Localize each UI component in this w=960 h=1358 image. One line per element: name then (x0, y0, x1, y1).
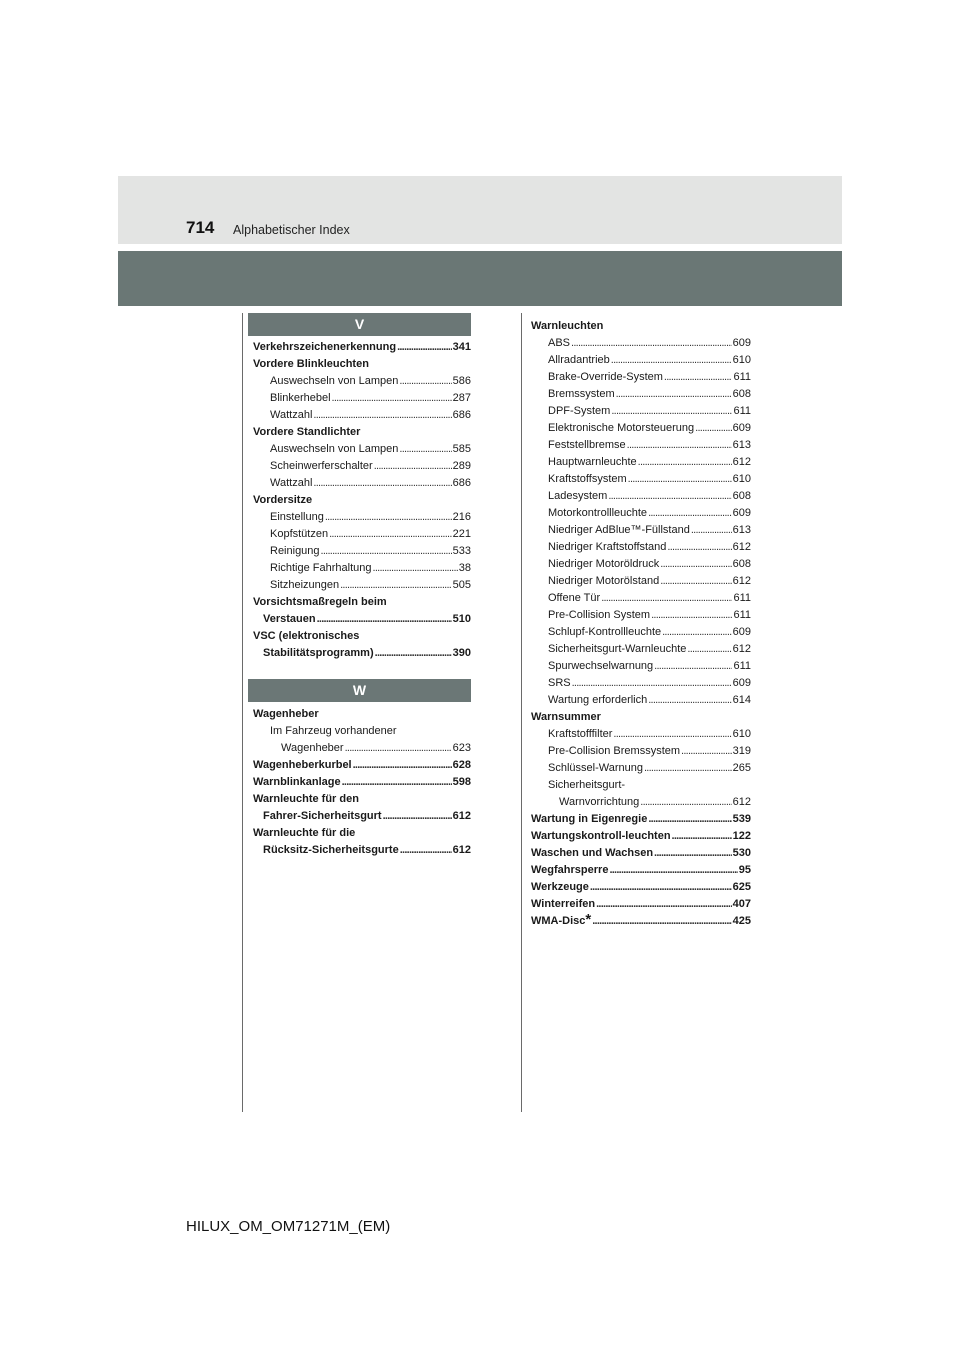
page-number: 714 (186, 218, 215, 237)
section-header-v: V (248, 313, 471, 336)
index-entry[interactable]: Wattzahl . . . 686 (253, 475, 471, 492)
index-entry[interactable]: Schlüssel-Warnung . . . 265 (531, 760, 751, 777)
index-entry[interactable]: Wartungskontroll-leuchten . . . 122 (531, 828, 751, 845)
index-entry[interactable]: Sicherheitsgurt-Warnleuchte . . . 612 (531, 641, 751, 658)
index-entry[interactable]: Wagenheberkurbel . . . 628 (253, 757, 471, 774)
index-entry[interactable]: Motorkontrollleuchte . . . 609 (531, 505, 751, 522)
index-entry[interactable]: Wegfahrsperre . . . 95 (531, 862, 751, 879)
index-entry: Vordersitze (253, 494, 313, 506)
index-entry[interactable]: Niedriger Motorölstand . . . 612 (531, 573, 751, 590)
index-entry[interactable]: Waschen und Wachsen . . . 530 (531, 845, 751, 862)
index-entry[interactable]: Pre-Collision Bremssystem . . . 319 (531, 743, 751, 760)
header-band (118, 176, 842, 244)
index-entry[interactable]: Rücksitz-Sicherheitsgurte . . . 612 (253, 842, 471, 859)
index-entry[interactable]: Kopfstützen . . . 221 (253, 526, 471, 543)
index-entry[interactable]: Elektronische Motorsteuerung . . . 609 (531, 420, 751, 437)
index-entry: Im Fahrzeug vorhandener (270, 725, 397, 737)
index-entry: Sicherheitsgurt- (548, 779, 626, 791)
index-entry[interactable]: Allradantrieb . . . 610 (531, 352, 751, 369)
index-entry[interactable]: Wartung in Eigenregie . . . 539 (531, 811, 751, 828)
index-entry[interactable]: Verkehrszeichenerkennung . . . 341 (253, 339, 471, 356)
index-list-v (253, 339, 471, 662)
index-entry[interactable]: Ladesystem . . . 608 (531, 488, 751, 505)
index-entry: Warnleuchte für die (253, 827, 356, 839)
index-entry[interactable]: Wattzahl . . . 686 (253, 407, 471, 424)
index-entry[interactable]: SRS . . . 609 (531, 675, 751, 692)
index-entry[interactable]: WMA-Disc * . . . 425 (531, 913, 751, 930)
index-entry[interactable]: Blinkerhebel . . . 287 (253, 390, 471, 407)
index-entry[interactable]: ABS . . . 609 (531, 335, 751, 352)
column-divider-left (242, 313, 243, 1112)
index-entry[interactable]: Schlupf-Kontrollleuchte . . . 609 (531, 624, 751, 641)
index-entry[interactable]: Niedriger Kraftstoffstand . . . 612 (531, 539, 751, 556)
index-entry[interactable]: Warnvorrichtung . . . 612 (531, 794, 751, 811)
index-entry[interactable]: Brake-Override-System . . . 611 (531, 369, 751, 386)
index-entry: Vordere Blinkleuchten (253, 358, 369, 370)
index-entry[interactable]: Auswechseln von Lampen . . . 585 (253, 441, 471, 458)
index-entry[interactable]: Spurwechselwarnung . . . 611 (531, 658, 751, 675)
column-divider-right (521, 313, 522, 1112)
index-list-right (531, 318, 751, 930)
index-entry[interactable]: Feststellbremse . . . 613 (531, 437, 751, 454)
index-entry[interactable]: DPF-System . . . 611 (531, 403, 751, 420)
page-title: Alphabetischer Index (233, 223, 350, 237)
index-entry[interactable]: Auswechseln von Lampen . . . 586 (253, 373, 471, 390)
section-band (118, 251, 842, 306)
index-entry[interactable]: Kraftstoffsystem . . . 610 (531, 471, 751, 488)
document-code: HILUX_OM_OM71271M_(EM) (186, 1218, 391, 1235)
index-entry: VSC (elektronisches (253, 630, 360, 642)
index-entry: Vordere Standlichter (253, 426, 361, 438)
index-entry[interactable]: Reinigung . . . 533 (253, 543, 471, 560)
index-entry[interactable]: Niedriger Motoröldruck . . . 608 (531, 556, 751, 573)
index-entry[interactable]: Richtige Fahrhaltung . . . 38 (253, 560, 471, 577)
index-entry[interactable]: Wartung erforderlich . . . 614 (531, 692, 751, 709)
index-entry: Warnleuchte für den (253, 793, 359, 805)
index-entry[interactable]: Verstauen . . . 510 (253, 611, 471, 628)
index-entry[interactable]: Winterreifen . . . 407 (531, 896, 751, 913)
index-entry[interactable]: Hauptwarnleuchte . . . 612 (531, 454, 751, 471)
index-entry: Wagenheber (253, 708, 319, 720)
index-entry[interactable]: Sitzheizungen . . . 505 (253, 577, 471, 594)
index-entry[interactable]: Werkzeuge . . . 625 (531, 879, 751, 896)
index-entry[interactable]: Kraftstofffilter . . . 610 (531, 726, 751, 743)
section-header-w: W (248, 679, 471, 702)
index-entry[interactable]: Warnblinkanlage . . . 598 (253, 774, 471, 791)
index-entry[interactable]: Wagenheber . . . 623 (253, 740, 471, 757)
index-list-w (253, 706, 471, 859)
index-entry[interactable]: Stabilitätsprogramm) . . . 390 (253, 645, 471, 662)
index-entry[interactable]: Bremssystem . . . 608 (531, 386, 751, 403)
index-entry[interactable]: Pre-Collision System . . . 611 (531, 607, 751, 624)
index-entry: Warnsummer (531, 711, 601, 723)
index-entry[interactable]: Einstellung . . . 216 (253, 509, 471, 526)
index-entry: Vorsichtsmaßregeln beim (253, 596, 387, 608)
index-entry[interactable]: Fahrer-Sicherheitsgurt . . . 612 (253, 808, 471, 825)
index-entry[interactable]: Niedriger AdBlue™-Füllstand . . . 613 (531, 522, 751, 539)
index-entry: Warnleuchten (531, 320, 604, 332)
index-entry[interactable]: Scheinwerferschalter . . . 289 (253, 458, 471, 475)
index-entry[interactable]: Offene Tür . . . 611 (531, 590, 751, 607)
